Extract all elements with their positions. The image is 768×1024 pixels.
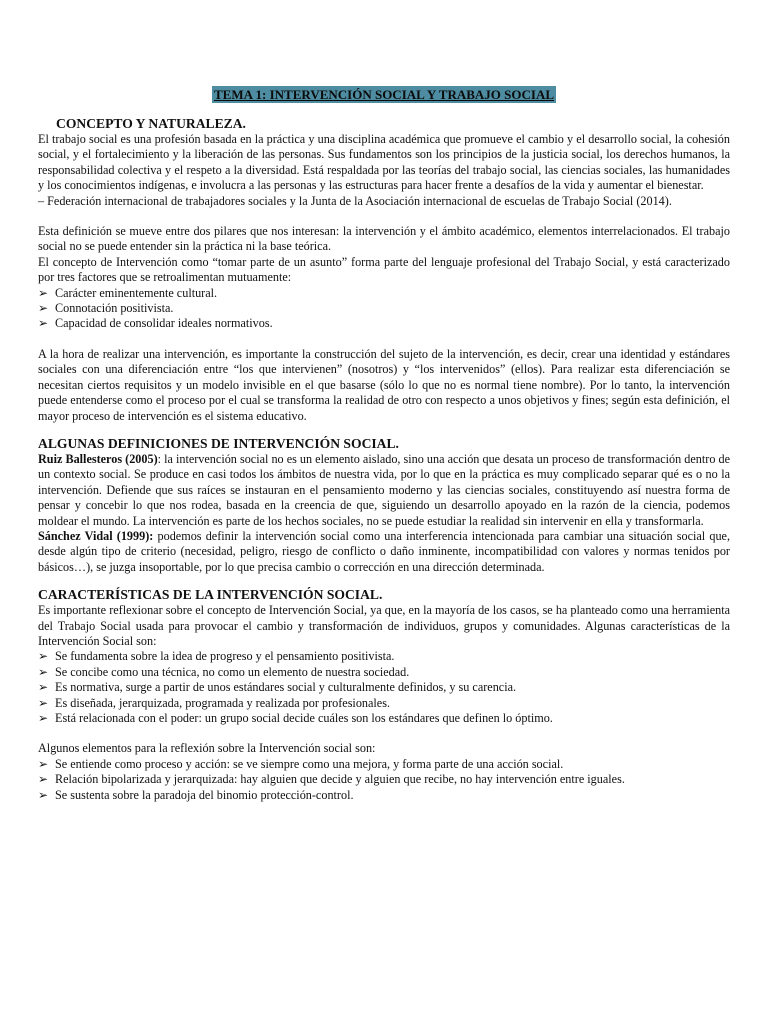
list-item	[38, 301, 730, 316]
list-item	[38, 316, 730, 331]
list-item	[38, 788, 730, 803]
list-item	[38, 711, 730, 726]
list-item-text: Es diseñada, jerarquizada, programada y realizada por profesionales.	[55, 695, 391, 710]
spacer	[38, 209, 730, 224]
arrow-bullet-icon: ➢	[38, 301, 49, 316]
spacer	[38, 332, 730, 347]
factors-list	[38, 286, 730, 332]
paragraph-intervention-concept: El concepto de Intervención como “tomar parte de un asunto” forma parte del lenguaje profesional del Trabajo Social, y está caracterizado por tres factores que se retroalimentan mutuamente:	[38, 254, 730, 285]
title-wrap	[38, 86, 730, 104]
list-item-text: Se sustenta sobre la paradoja del binomio protección-control.	[55, 787, 354, 802]
definition-source: – Federación internacional de trabajadores sociales y la Junta de la Asociación internacional de escuelas de Trabajo Social (2014).	[38, 193, 672, 208]
list-item-text: Se fundamenta sobre la idea de progreso y el pensamiento positivista.	[55, 649, 395, 664]
arrow-bullet-icon: ➢	[38, 787, 49, 802]
list-item	[38, 665, 730, 680]
list-item-text: Se entiende como proceso y acción: se ve siempre como una mejora, y forma parte de una acción social.	[55, 756, 564, 771]
list-item	[38, 649, 730, 664]
definition-ruiz-ballesteros	[38, 452, 730, 529]
definition-text: podemos definir la intervención social como una interferencia intencionada para cambiar una situación social que, desde algún tipo de criterio (necesidad, peligro, riesgo de conflicto o daño inminente, incompatibilidad con valores y normas tenidos por básicos…), se juzga insoportable, por lo que precisa cambio o corrección en una dirección determinada.	[38, 528, 731, 574]
arrow-bullet-icon: ➢	[38, 664, 49, 679]
arrow-bullet-icon: ➢	[38, 285, 49, 300]
arrow-bullet-icon: ➢	[38, 649, 49, 664]
list-item-text: Carácter eminentemente cultural.	[55, 285, 218, 300]
list-item	[38, 696, 730, 711]
list-item-text: Está relacionada con el poder: un grupo social decide cuáles son los estándares que definen lo óptimo.	[55, 711, 553, 725]
spacer	[38, 424, 730, 436]
spacer	[38, 575, 730, 587]
list-item-text: Relación bipolarizada y jerarquizada: hay alguien que decide y alguien que recibe, no hay intervención entre iguales.	[55, 772, 625, 787]
definition-paragraph: El trabajo social es una profesión basada en la práctica y una disciplina académica que promueve el cambio y el desarrollo social, la cohesión social, y el fortalecimiento y la liberación de las personas. Sus fundamentos son los principios de la justicia social, los derechos humanos, la responsabilidad colectiva y el respeto a la diversidad. Está respaldada por las teorías del trabajo social, las ciencias sociales, las humanidades y los conocimientos indígenas, e involucra a las personas y las estructuras para hacer frente a desafíos de la vida y aumentar el bienestar.	[38, 132, 730, 193]
paragraph-subject-construction: A la hora de realizar una intervención, es importante la construcción del sujeto de la intervención, es decir, crear una identidad y estándares sociales con una diferenciación entre “los que intervienen” (nosotros) y “los intervenidos” (ellos). Para realizar esta diferenciación se necesitan ciertos requisitos y un modelo invisible en el que basarse (sólo lo que no es normal tiene nombre). Por lo tanto, la intervención puede entenderse como el proceso por el cual se transforma la realidad de otro con respecto a unos objetivos y fines; según esta definición, el mayor proceso de intervención es el sistema educativo.	[38, 346, 730, 423]
characteristics-list	[38, 649, 730, 726]
arrow-bullet-icon: ➢	[38, 316, 49, 331]
document-page	[38, 86, 730, 803]
list-item	[38, 680, 730, 695]
reflection-intro: Algunos elementos para la reflexión sobre la Intervención social son:	[38, 741, 376, 756]
arrow-bullet-icon: ➢	[38, 711, 49, 725]
characteristics-intro: Es importante reflexionar sobre el concepto de Intervención Social, ya que, en la mayoría de los casos, se ha planteado como una herramienta del Trabajo Social usada para provocar el cambio y transformación de individuos, grupos y comunidades. Algunas características de la Intervención Social son:	[38, 603, 730, 648]
arrow-bullet-icon: ➢	[38, 772, 49, 787]
paragraph-two-pillars: Esta definición se mueve entre dos pilares que nos interesan: la intervención y el ámbito académico, elementos interrelacionados. El trabajo social no se puede entender sin la práctica ni la base teórica.	[38, 224, 730, 254]
arrow-bullet-icon: ➢	[38, 695, 49, 710]
section-heading-definiciones: ALGUNAS DEFINICIONES DE INTERVENCIÓN SOCIAL.	[38, 435, 399, 451]
list-item	[38, 772, 730, 787]
definition-text: : la intervención social no es un elemento aislado, sino una acción que desata un proceso de transformación dentro de un contexto social. Se produce en casi todos los ámbitos de nuestra vida, por lo que en la práctica es muy complicado separar qué es o no la intervención. Defiende que sus raíces se instauran en el pensamiento moderno y las ciencias sociales, constituyendo así nuestra forma de pensar y concebir lo que nos rodea, basada en la creencia de que, siguiendo un desarrollo apoyado en la razón de la ciencia, podemos moldear el mundo. La intervención es parte de los hechos sociales, no se puede estudiar la realidad sin intervenir en ella y transformarla.	[38, 451, 730, 528]
list-item-text: Connotación positivista.	[55, 301, 174, 316]
arrow-bullet-icon: ➢	[38, 756, 49, 771]
list-item	[38, 757, 730, 772]
document-title: TEMA 1: INTERVENCIÓN SOCIAL Y TRABAJO SOCIAL	[213, 87, 554, 102]
author-name: Ruiz Ballesteros (2005)	[38, 451, 158, 466]
author-name: Sánchez Vidal (1999):	[38, 528, 154, 543]
list-item-text: Es normativa, surge a partir de unos estándares social y culturalmente definidos, y su carencia.	[55, 680, 517, 695]
section-heading-concepto: CONCEPTO Y NATURALEZA.	[56, 116, 246, 131]
arrow-bullet-icon: ➢	[38, 680, 49, 695]
list-item-text: Se concibe como una técnica, no como un elemento de nuestra sociedad.	[55, 664, 410, 679]
spacer	[38, 726, 730, 741]
definition-sanchez-vidal	[38, 529, 730, 575]
section-heading-caracteristicas: CARACTERÍSTICAS DE LA INTERVENCIÓN SOCIAL.	[38, 587, 383, 603]
list-item-text: Capacidad de consolidar ideales normativos.	[55, 316, 273, 331]
list-item	[38, 286, 730, 301]
reflection-list	[38, 757, 730, 803]
